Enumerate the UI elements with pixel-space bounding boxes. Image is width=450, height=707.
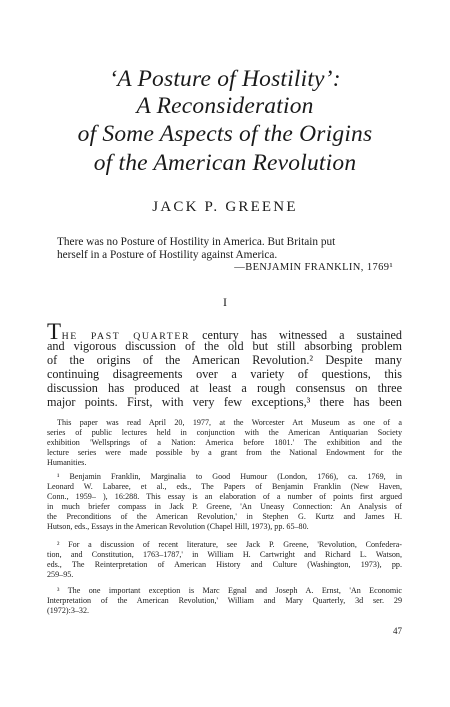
footnote-3-line-3: (1972):3–32. [47,606,90,615]
footnote-2-line-4: 259–95. [47,570,74,579]
footnote-2-line-2: tion, and Constitution, 1763–1787,' in William H. Cartwright and Richard L. Watson, [47,550,402,559]
body-line-1-rest: century has witnessed a sustained [190,328,402,342]
epigraph-line-1: There was no Posture of Hostility in America. But Britain put [57,236,336,248]
footnote-2-line-3: eds., The Reinterpretation of American History and Culture (Washington, 1973), pp. [47,560,402,569]
small-caps-opening: HE PAST QUARTER [61,331,191,342]
footnote-1-line-1: ¹ Benjamin Franklin, Marginalia to Good Humour (London, 1766), ca. 1769, in [57,472,402,481]
footnote-star-line-1: This paper was read April 20, 1977, at the Worcester Art Museum as one of a [57,418,402,427]
epigraph-line-2: herself in a Posture of Hostility against America. [57,249,278,261]
body-line-3: of the origins of the American Revolution.² Despite many [47,353,402,367]
footnote-1-line-4: in much briefer compass in Jack P. Greene, 'An Uneasy Connection: An Analysis of [47,502,402,511]
footnote-star-line-4: lecture series were made possible by a grant from the National Endowment for the [47,448,402,457]
body-line-5: discussion has produced at least a rough consensus on three [47,381,402,395]
drop-cap: T [47,319,62,344]
footnote-2-line-1: ² For a discussion of recent literature, see Jack P. Greene, 'Revolution, Confedera- [57,540,402,549]
page-number: 47 [393,626,402,636]
section-number: I [223,295,227,309]
article-title-line-2: A Reconsideration [136,93,314,119]
footnote-1-line-2: Leonard W. Labaree, et al., eds., The Papers of Benjamin Franklin (New Haven, [47,482,402,491]
footnote-3-line-1: ³ The one important exception is Marc Egnal and Joseph A. Ernst, 'An Economic [57,586,402,595]
epigraph-attribution: —BENJAMIN FRANKLIN, 1769¹ [234,262,393,273]
footnote-star-line-5: Humanities. [47,458,87,467]
article-title-line-3: of Some Aspects of the Origins [77,121,373,147]
body-line-6: major points. First, with very few exceptions,³ there has been [47,395,402,409]
body-line-2: and vigorous discussion of the old but still absorbing problem [47,339,402,353]
footnote-1-line-5: the Preconditions of the American Revolution,' in Stephen G. Kurtz and James H. [47,512,402,521]
article-title-line-1: ‘A Posture of Hostility’: [109,66,341,92]
footnote-1-line-6: Hutson, eds., Essays in the American Revolution (Chapel Hill, 1973), pp. 65–80. [47,522,309,531]
footnote-3-line-2: Interpretation of the American Revolution,' William and Mary Quarterly, 3d ser. 29 [47,596,402,605]
footnote-star-line-2: series of public lectures held in conjunction with the American Antiquarian Society [47,428,402,437]
author-name: JACK P. GREENE [152,199,298,215]
article-title-line-4: of the American Revolution [93,150,357,176]
footnote-star-line-3: exhibition 'Wellsprings of a Nation: America before 1801.' The exhibition and the [47,438,402,447]
body-line-4: continuing disagreements over a variety of questions, this [47,367,402,381]
footnote-1-line-3: Conn., 1959– ), 16:288. This essay is an elaboration of a number of points first argued [47,492,402,501]
